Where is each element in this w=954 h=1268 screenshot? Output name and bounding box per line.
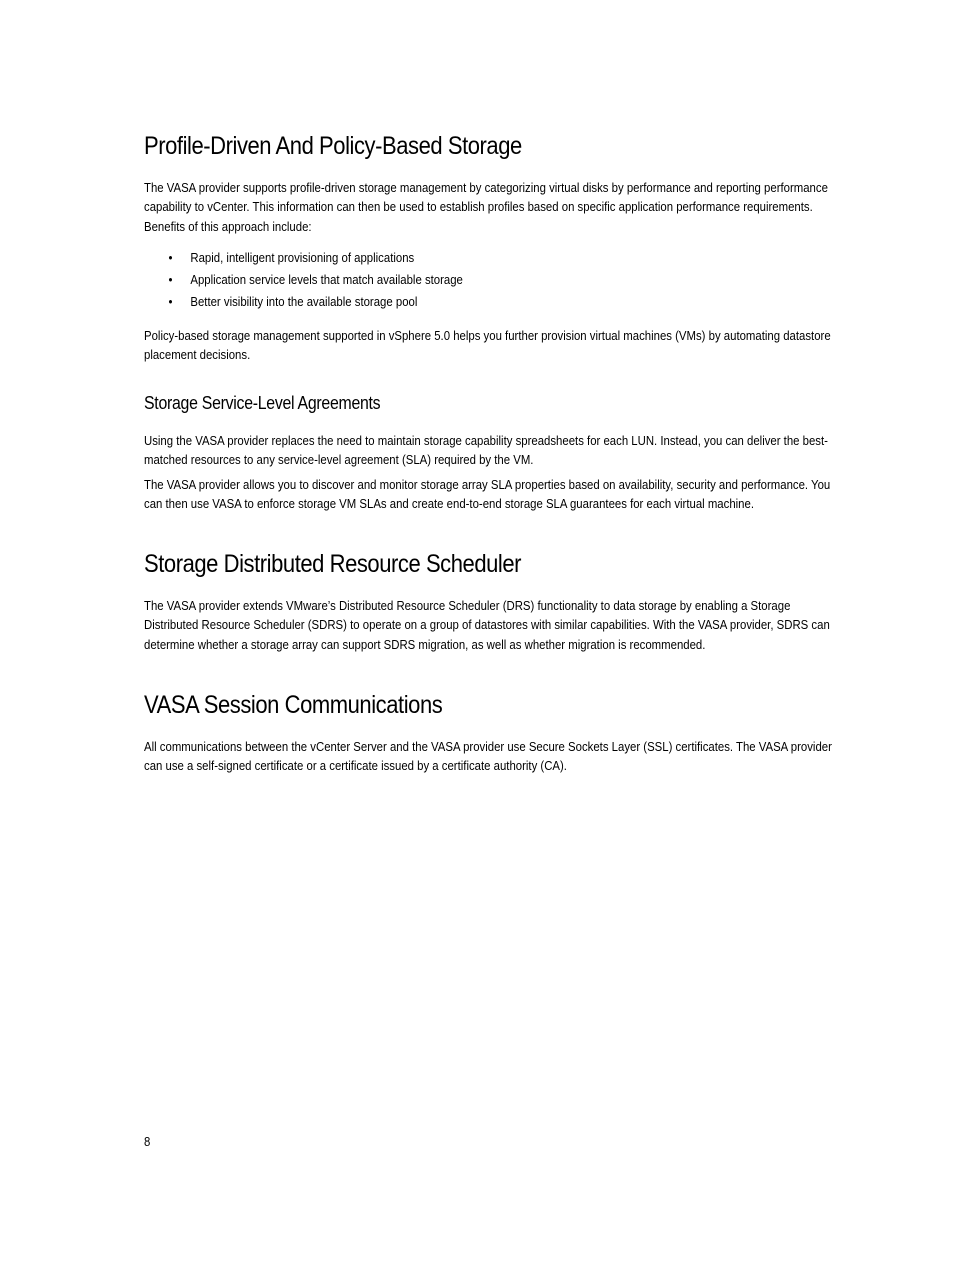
section-heading-profile-driven: Profile-Driven And Policy-Based Storage <box>144 132 522 160</box>
paragraph-sla-1: Using the VASA provider replaces the need to maintain storage capability spreadsheets for each LUN. Instead, you can deliver the best-matched resources to any service-level agreement (SLA) required by the VM. <box>144 433 828 468</box>
section-heading-sdrs: Storage Distributed Resource Scheduler <box>144 550 522 578</box>
list-item-text: Better visibility into the available storage pool <box>190 294 418 309</box>
list-item <box>144 269 835 291</box>
list-item-text: Application service levels that match available storage <box>190 272 463 287</box>
list-item-text: Rapid, intelligent provisioning of applications <box>190 250 415 265</box>
paragraph-profile-intro: The VASA provider supports profile-driven storage management by categorizing virtual disks by performance and reporting performance capability to vCenter. This information can then be used to establish profiles based on specific application performance requirements. Benefits of this approach include: <box>144 180 828 234</box>
paragraph-sla-2: The VASA provider allows you to discover and monitor storage array SLA properties based on availability, security and performance. You can then use VASA to enforce storage VM SLAs and create end-to-end storage SLA guarantees for each virtual machine. <box>144 477 831 512</box>
paragraph-session: All communications between the vCenter Server and the VASA provider use Secure Sockets Layer (SSL) certificates. The VASA provider can use a self-signed certificate or a certificate issued by a certificate authority (CA). <box>144 739 832 774</box>
bullet-icon: • <box>168 272 173 287</box>
benefits-list <box>144 247 835 313</box>
section-heading-session: VASA Session Communications <box>144 691 443 719</box>
subsection-heading-sla: Storage Service-Level Agreements <box>144 393 381 413</box>
list-item <box>144 247 835 269</box>
paragraph-policy-based: Policy-based storage management supported in vSphere 5.0 helps you further provision virtual machines (VMs) by automating datastore placement decisions. <box>144 328 831 363</box>
bullet-icon: • <box>168 294 173 309</box>
page-number: 8 <box>144 1134 151 1149</box>
paragraph-sdrs: The VASA provider extends VMware’s Distributed Resource Scheduler (DRS) functionality to data storage by enabling a Storage Distributed Resource Scheduler (SDRS) to operate on a group of datastores with similar capabilities. With the VASA provider, SDRS can determine whether a storage array can support SDRS migration, as well as whether migration is recommended. <box>144 598 830 652</box>
bullet-icon: • <box>168 250 173 265</box>
list-item <box>144 291 835 313</box>
